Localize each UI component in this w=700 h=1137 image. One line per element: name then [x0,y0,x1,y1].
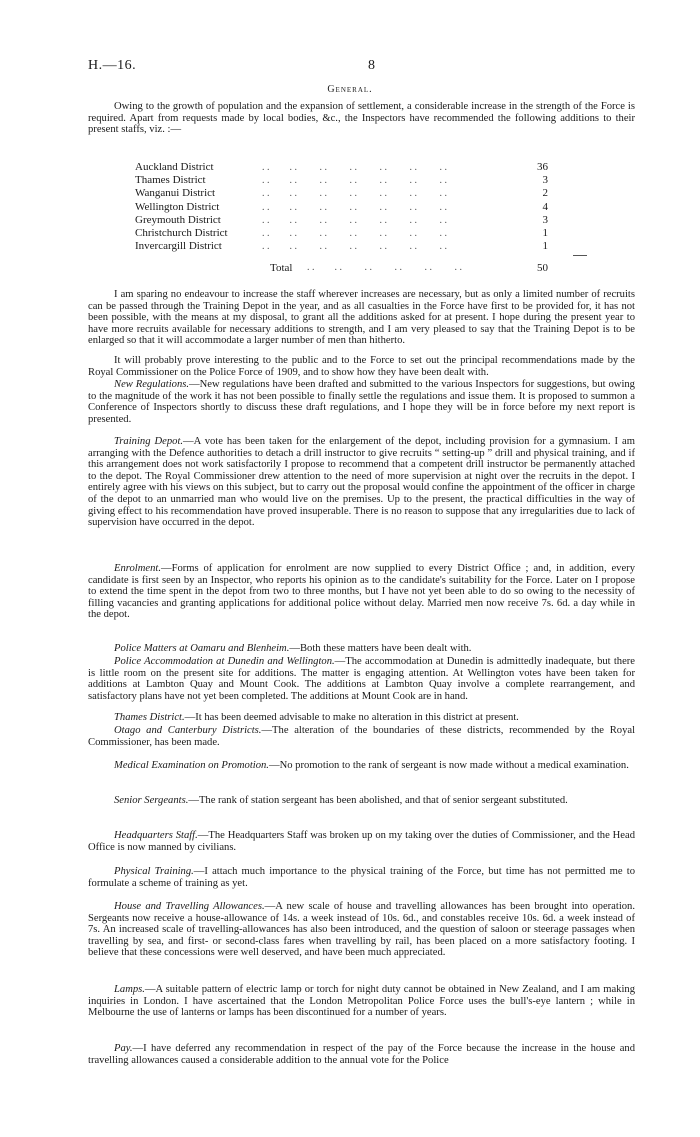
district-value: 2 [542,187,548,200]
section-heading: General. [327,84,373,95]
table-row: Auckland District . . . . . . . . . . . . . . 36 [135,161,548,173]
body-paragraph: It will probably prove interesting to the public and to the Force to set out the principal recommendations made by the Royal Commissioner on the Police Force of 1909, and to show how they have been dealt with. [88,355,635,378]
district-name: Greymouth District [135,213,221,226]
body-paragraph: Thames District.—It has been deemed advisable to make no alteration in this district at present. [114,712,519,723]
body-paragraph: Otago and Canterbury Districts.—The alteration of the boundaries of these districts, recommended by the Royal Commissioner, has been made. [88,725,636,748]
body-paragraph: Police Accommodation at Dunedin and Wellington.—The accommodation at Dunedin is admittedly inadequate, but there is little room on the present site for additions. The matter is engaging attention. At Wellington votes have been taken for additions at Lambton Quay and Mount Cook. The additions at Lambton Quay involve a complete rearrangement, and satisfactory plans have not yet been completed. The additions at Mount Cook are in hand. [88,656,636,702]
body-paragraph: Medical Examination on Promotion.—No promotion to the rank of sergeant is now made without a medical examination. [114,760,629,771]
body-paragraph: Lamps.—A suitable pattern of electric lamp or torch for night duty cannot be obtained in New Zealand, and I am making inquiries in London. I have ascertained that the London Metropolitan Police Force uses the bull's-eye lantern ; while in Melbourne the use of lanterns or lamps has been discontinued for a number of years. [88,984,635,1019]
paragraph-title: Senior Sergeants. [114,795,189,806]
body-paragraph: Physical Training.—I attach much importance to the physical training of the Force, but time has not permitted me to formulate a scheme of training as yet. [88,866,635,889]
district-name: Wellington District [135,200,220,213]
total-value: 50 [537,262,548,274]
paragraph-title: Otago and Canterbury Districts. [114,725,262,736]
body-paragraph: Pay.—I have deferred any recommendation in respect of the pay of the Force because the increase in the house and travelling allowances caused a considerable addition to the annual vote for the Police [88,1043,635,1066]
paragraph-title: Enrolment. [114,563,161,574]
body-paragraph: Training Depot.—A vote has been taken for the enlargement of the depot, including provision for a gymnasium. I am arranging with the Defence authorities to detach a drill instructor to give recruits “ setting-up ” drill and physical training, and if this arrangement does not work satisfactorily I propose to recommend that a competent drill instructor be permanently attached to the depot. The Royal Commissioner drew attention to the need of more supervision at night over the recruits in the depot. I entirely agree with his views on this subject, but to carry out the proposal would confine the appointment of the officer in charge of the depot to an unmarried man who would live on the premises. Up to the present, the practical difficulties in the way of giving effect to his recommendation have proved insuperable. There is no reason to suppose that any irregularities due to lack of supervision have occurred in the depot. [88,436,635,529]
district-additions-table [135,161,585,253]
paragraph-title: Physical Training. [114,866,194,877]
body-paragraph: Police Matters at Oamaru and Blenheim.—Both these matters have been dealt with. [114,643,472,654]
district-value: 3 [542,213,548,226]
district-value: 36 [537,161,548,173]
paragraph-title: Police Accommodation at Dunedin and Wellington. [114,656,335,667]
body-paragraph: Headquarters Staff.—The Headquarters Staff was broken up on my taking over the duties of Commissioner, and the Head Office is now manned by civilians. [88,830,635,853]
district-name: Wanganui District [135,187,216,200]
table-row: Greymouth District . . . . . . . . . . . . . . 3 [135,213,548,226]
table-row: Thames District . . . . . . . . . . . . . . 3 [135,174,548,187]
paragraph-title: New Regulations. [114,379,190,390]
district-name: Thames District [135,174,206,187]
body-paragraph: House and Travelling Allowances.—A new scale of house and travelling allowances has been brought into operation. Sergeants now receive a house-allowance of 14s. a week instead of 10s. 6d., and constables receive 10s. 6d. a week instead of 7s. An increased scale of travelling-allowances has also been introduced, and the question of saloon or steerage passages when travelling by sea, and first- or second-class fares when travelling by rail, has been placed on a more satisfactory footing. I believe that these concessions were well deserved, and have been much appreciated. [88,901,636,959]
table-row: Christchurch District . . . . . . . . . . . . . . 1 [135,226,548,239]
document-reference: H.—16. [88,58,137,73]
page-number: 8 [368,58,375,73]
body-paragraph: New Regulations.—New regulations have been drafted and submitted to the various Inspectors for suggestions, but owing to the magnitude of the work it has not been possible to finally settle the regulations and issue them. It is proposed to summon a Conference of Inspectors shortly to discuss these draft regulations, and I hope they will be in force before my next report is presented. [88,379,635,425]
total-rule [573,255,587,256]
district-name: Christchurch District [135,226,228,239]
paragraph-title: House and Travelling Allowances. [114,901,265,912]
district-value: 1 [542,240,548,253]
district-name: Auckland District [135,161,214,173]
total-label: Total [270,262,293,274]
table-row: Wanganui District . . . . . . . . . . . . . . 2 [135,187,548,200]
paragraph-title: Training Depot. [114,436,184,447]
paragraph-title: Headquarters Staff. [114,830,198,841]
paragraph-title: Medical Examination on Promotion. [114,760,269,771]
body-paragraph: I am sparing no endeavour to increase the staff wherever increases are necessary, but as only a limited number of recruits can be passed through the Training Depot in the year, and as all casualties in the Force have first to be provided for, it has not been possible, with the means at my disposal, to grant all the additions asked for at present. I hope during the present year to have more recruits available for necessary additions to strength, and I am very pleased to say that the Training Depot is to be enlarged so that it will accommodate a larger number of men than hitherto. [88,289,635,347]
table-row: Invercargill District . . . . . . . . . . . . . . 1 [135,240,548,253]
body-paragraph: Enrolment.—Forms of application for enrolment are now supplied to every District Office ; and, in addition, every candidate is first seen by an Inspector, who reports his opinion as to the candidate's suitability for the Force. Later on I propose to extend the time spent in the depot from two to three months, but I have not yet been able to do so owing to the necessity of filling vacancies and granting applications for additional police without delay. Married men now receive 7s. 6d. a day while in the depot. [88,563,635,621]
body-paragraph: Senior Sergeants.—The rank of station sergeant has been abolished, and that of senior sergeant substituted. [114,795,568,806]
total-row: Total . . . . . . . . . . . . 50 [270,262,548,274]
paragraph-title: Pay. [114,1043,133,1054]
district-value: 1 [542,226,548,239]
district-value: 4 [542,200,548,213]
district-name: Invercargill District [135,240,222,253]
table-row: Wellington District . . . . . . . . . . . . . . 4 [135,200,548,213]
district-value: 3 [542,174,548,187]
paragraph-title: Thames District. [114,712,185,723]
paragraph-title: Police Matters at Oamaru and Blenheim. [114,643,290,654]
paragraph-title: Lamps. [114,984,145,995]
intro-paragraph: Owing to the growth of population and the expansion of settlement, a considerable increase in the strength of the Force is required. Apart from requests made by local bodies, &c., the Inspectors have recommended the following additions to their present staffs, viz. :— [88,101,635,136]
